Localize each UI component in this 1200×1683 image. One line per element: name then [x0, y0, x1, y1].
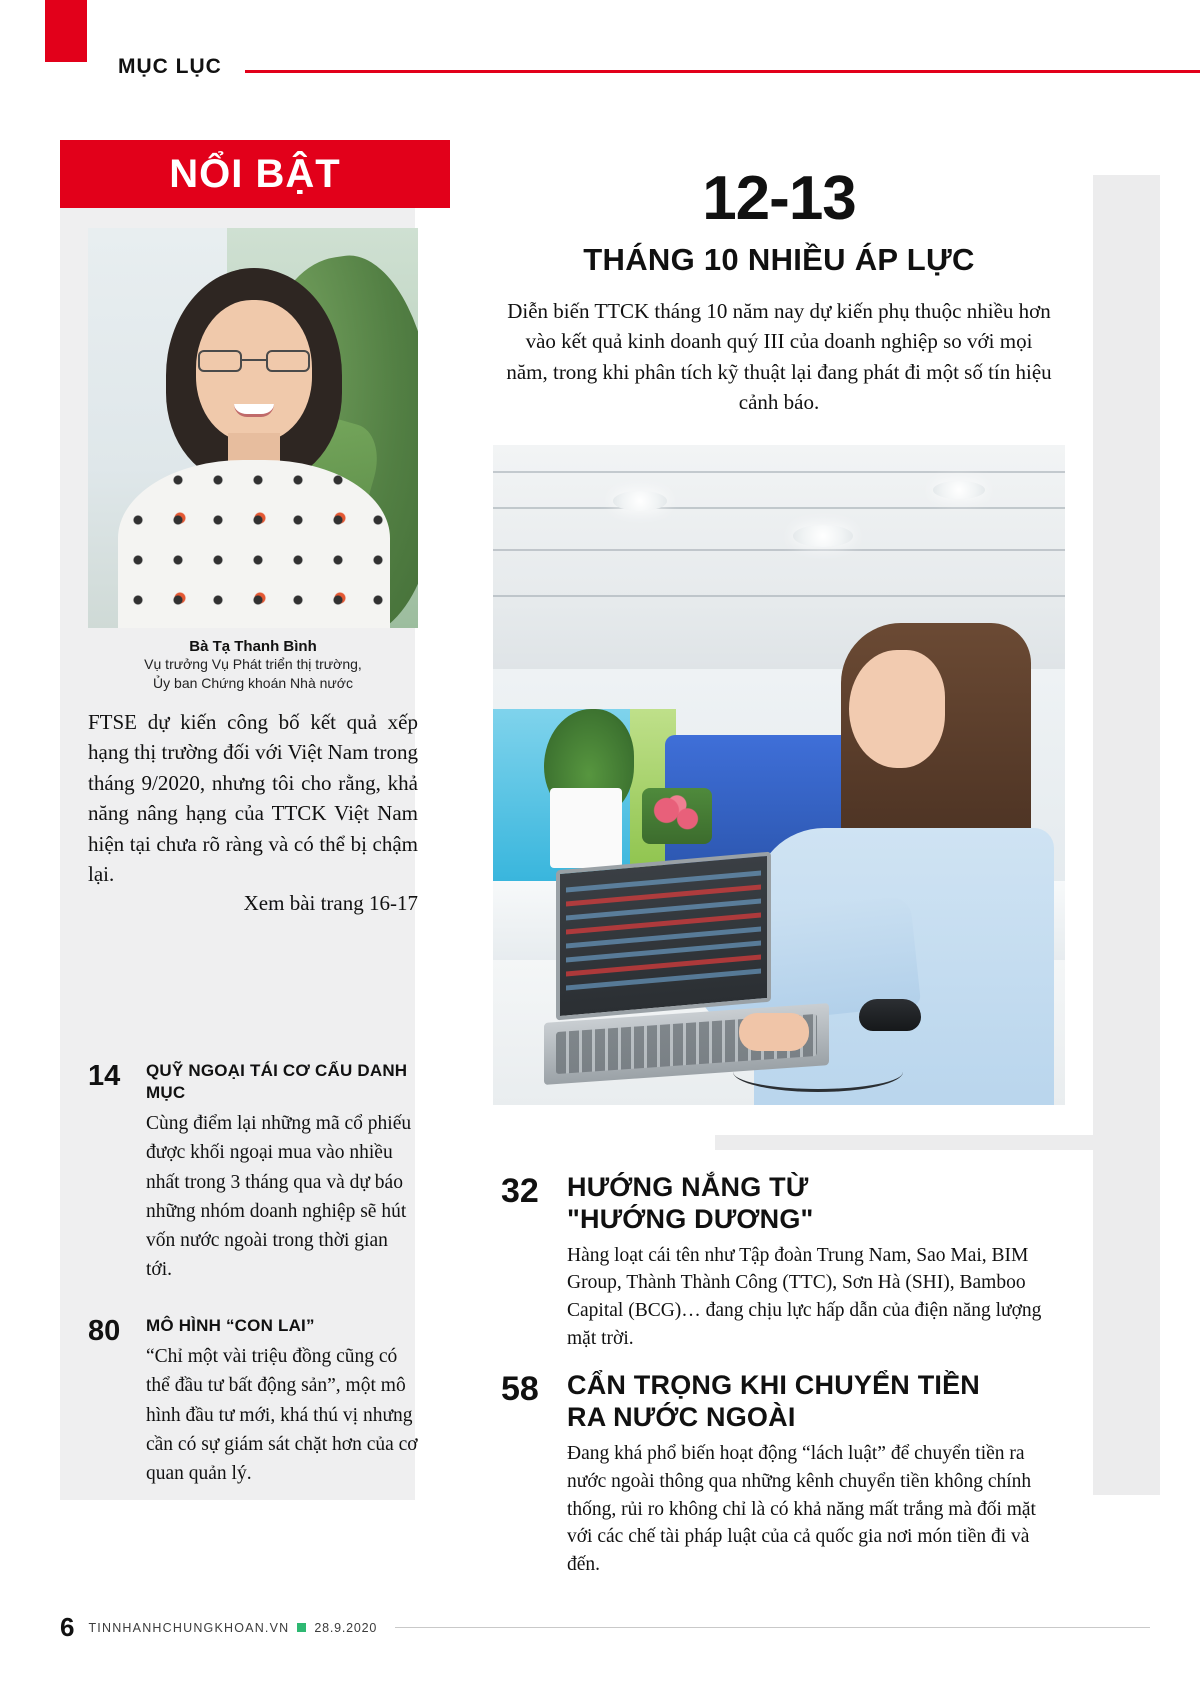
ceiling-light-icon	[793, 525, 853, 547]
page-footer	[60, 1612, 1150, 1643]
toc-entry-14[interactable]	[88, 1060, 418, 1285]
toc-entry-32[interactable]	[465, 1150, 1093, 1352]
highlight-see-more[interactable]: Xem bài trang 16-17	[243, 891, 418, 916]
photo-cable	[733, 1052, 903, 1092]
toc-entry-title-line-1: CẨN TRỌNG KHI CHUYỂN TIỀN	[567, 1370, 981, 1401]
highlight-quote: FTSE dự kiến công bố kết quả xếp hạng thị trường đối với Việt Nam trong tháng 9/2020, nhưng tôi cho rằng, khả năng nâng hạng của TTCK Việt Nam hiện tại chưa rõ ràng và có thể bị chậm lại.	[88, 709, 418, 886]
highlight-banner: NỔI BẬT	[60, 140, 450, 208]
header-accent-block	[45, 0, 87, 62]
toc-entry-description: “Chỉ một vài triệu đồng cũng có thể đầu tư bất động sản”, một mô hình đầu tư mới, khá thú vị nhưng cần có sự giám sát chặt hơn của cơ quan quản lý.	[146, 1346, 418, 1485]
toc-entry-page-number: 14	[88, 1060, 121, 1092]
toc-entry-title: QUỸ NGOẠI TÁI CƠ CẤU DANH MỤC	[146, 1061, 408, 1103]
footer-marker-icon	[297, 1623, 306, 1632]
feature-article[interactable]	[465, 145, 1093, 1135]
toc-entry-page-number: 80	[88, 1315, 121, 1347]
photo-person-face	[849, 650, 945, 768]
footer-site: TINNHANHCHUNGKHOAN.VN	[88, 1620, 290, 1635]
toc-entry-title: MÔ HÌNH “CON LAI”	[146, 1316, 315, 1335]
toc-entry-description: Cùng điểm lại những mã cổ phiếu được khối ngoại mua vào nhiều nhất trong 3 tháng qua và dự báo những nhóm doanh nghiệp sẽ hút vốn nước ngoài trong thời gian tới.	[146, 1113, 412, 1281]
footer-page-number: 6	[60, 1612, 75, 1642]
header-rule	[245, 70, 1200, 73]
footer-date: 28.9.2020	[314, 1620, 378, 1635]
toc-secondary-card	[465, 1150, 1093, 1575]
toc-entry-description: Hàng loạt cái tên như Tập đoàn Trung Nam, Sao Mai, BIM Group, Thành Thành Công (TTC), Sơn Hà (SHI), Bamboo Capital (BCG)… đang chịu lực hấp dẫn của điện năng lượng mặt trời.	[567, 1244, 1042, 1349]
mouse-icon	[859, 999, 921, 1031]
feature-lead: Diễn biến TTCK tháng 10 năm nay dự kiến phụ thuộc nhiều hơn vào kết quả kinh doanh quý III của doanh nghiệp so với mọi năm, trong khi phân tích kỹ thuật lại đang phát đi một số tín hiệu cảnh báo.	[506, 299, 1052, 415]
glasses-icon	[198, 350, 310, 372]
toc-entry-title-line-2: RA NƯỚC NGOÀI	[567, 1402, 796, 1433]
feature-photo	[493, 445, 1065, 1105]
toc-entry-page-number: 32	[501, 1172, 539, 1210]
ceiling-light-icon	[613, 491, 667, 511]
plant-pot	[550, 788, 622, 868]
feature-page-number: 12-13	[702, 164, 856, 233]
photo-person-hand	[739, 1013, 809, 1051]
portrait-blouse	[118, 460, 390, 628]
portrait-photo	[88, 228, 418, 628]
footer-rule	[395, 1627, 1150, 1628]
toc-entry-58[interactable]	[465, 1352, 1093, 1578]
feature-title: THÁNG 10 NHIỀU ÁP LỰC	[583, 242, 975, 277]
ceiling-light-icon	[933, 481, 985, 499]
toc-entry-title-line-2: "HƯỚNG DƯƠNG"	[567, 1203, 814, 1234]
toc-entry-title-line-1: HƯỚNG NẮNG TỪ	[567, 1172, 809, 1202]
person-role-line-1: Vụ trưởng Vụ Phát triển thị trường,	[144, 656, 362, 672]
person-name: Bà Tạ Thanh Bình	[189, 638, 317, 655]
highlight-block	[88, 228, 418, 916]
toc-entry-description: Đang khá phổ biến hoạt động “lách luật” để chuyển tiền ra nước ngoài thông qua những kênh chuyển tiền không chính thống, rủi ro không chỉ là có khả năng mất trắng mà đối mặt với các chế tài pháp luật của cả quốc gia nơi món tiền đi và đến.	[567, 1443, 1036, 1575]
laptop-screen-icon	[556, 851, 771, 1020]
page-title: MỤC LỤC	[118, 55, 222, 78]
toc-entry-page-number: 58	[501, 1370, 539, 1409]
person-role-line-2: Ủy ban Chứng khoán Nhà nước	[153, 674, 353, 691]
flower-vase-icon	[642, 788, 712, 844]
toc-entry-80[interactable]	[88, 1315, 418, 1488]
